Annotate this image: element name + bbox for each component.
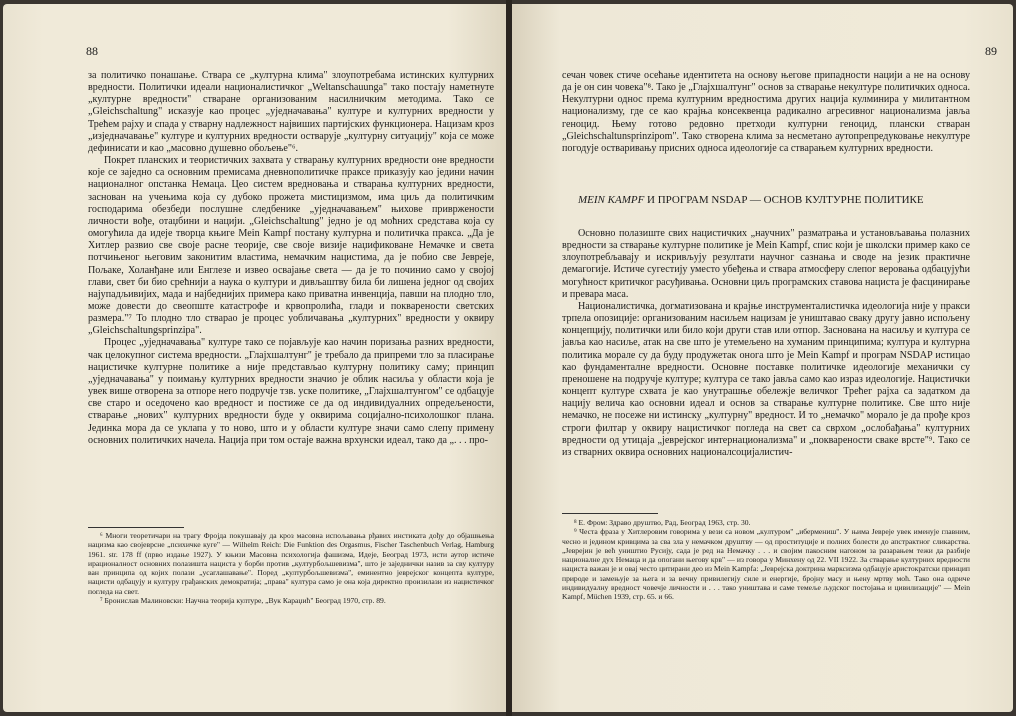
section-heading-italic: MEIN KAMPF: [578, 194, 645, 206]
section-heading-rest: И ПРОГРАМ NSDAP — ОСНОВ КУЛТУРНЕ ПОЛИТИКЕ: [644, 194, 924, 206]
right-intro-paragraph: сечан човек стиче осећање идентитета на основу његове припадности нацији а не на основу да је он син човека"⁸. Тако је „Глајхшалтунг" основ за стварање некултуре политичких односа. Некултурни однос према културним вредностима других нација кулминира у милитантном национализму, где се као крајња консеквенца радикално агресивног национализма јавља геноцид. Њему готово редовно претходи културни геноцид, плански стваран „Gleichschaltunsprinzipom". Тако створена клима за несметано аутопрепредуковање некултуре погодује оствaривању присних односа идеологије са стварањем културних вредности.: [562, 70, 970, 154]
left-paragraph: Процес „уједначавања" културе тако се појављује као начин поризања разних вредности, чак целокупног система вредности. „Глајхшалтунг" је требало да припреми тло за пласирање нацистичке културне политике а није представљао културну политику саму; принцип „уједначавања" у поимању културних вредности значио је облик насиља у области која је увек више отворена за отпоре него подручје тзв. уске политике, „Глајхшалтунгом" се одбацује све старо и оседочено као вредност и постиже се да од индивидуалних опредељености, стварање „нових" културних вредности буде у оквирима социјално-психолошког плана. Јединка мора да се уклапа у то ново, што и у области културе значи само слепу примену основних политичких начела. Нација при том остаје важна врхунски идеал, тако да „. . . про-: [88, 337, 494, 446]
book-gutter: [506, 0, 512, 716]
right-body: [562, 228, 970, 459]
right-paragraph: Националистичка, догматизована и крајње инструменталистичка идеологија није у пракси трпела опозиције: организованим насиљем нацизам је уништавао сваку другу јавно испољену концепцију, политички или било који други став или отпор. Заснована на насиљу и култура се јавља као насиље, атак на све што је утемељено на хуманим принципима; култура и културна политика морале су да буду продужетак онога што је Mein Kampf и програм NSDAP истицао као фундаменталне вредности. Основне поставке политичке идеологије механички су преношене на подручје културе; култура се тако јавља само као израз идеологије. Нацистички концепт културе схвата је као унутрашње обележје величког Трећег рајха са задатком да нацију велича као основни идеал и основ за стварање културне политике. Све што није немачко, не посеже ни истинску „културну" вредност. И то „немачко" морало је да прође кроз строги филтар у оквиру нацистичког погледа на свет са сврхом „ослобађања" културних вредности од утицаја „јеврејског интернационализма" и „покварености свакe врсте"⁹. Тако се из стварних оквира основних националсоцијалистич-: [562, 300, 970, 458]
left-page-number: 88: [86, 44, 98, 58]
left-paragraph: за политичко понашање. Ствара се „културна клима" злоупотребама истинских културних вредности. Политички идеали националистичког „Weltanschauunga" тако постају наметнуте „културне вредности" стваране организованим насилничким методима. Тако се „Gleichschaltung" исказује као процес „уједначавања" културе и културних вредности у Трећем рајху и спада у стварну надлежност највиших партијских функционера. Нацизам кроз „изједначавање" културе и културних вредности остварује „културну ситуацију" која се може дефинисати и као „масовно душевно обољење"⁶.: [88, 70, 494, 154]
left-paragraph: Покрет планских и теористичких захвата у стварању културних вредности оне вредности које се заједно са основним премисама дневнополитичке праксе приказују као једини начин националног опстанка Немаца. Цео систем вредновања и стварања културних вредности, заснован на учењима која су дубоко прожета мистицизмом, има циљ да политичким господарима обезбеди послушне следбенике „уједначавањем" њихове привржености личности вође, отаџбини и нацији. „Gleichschaltung" једно је од моћних средстава која су омогућила да идеје творца књиге Mein Kampf постану културна и политичка пракса. „Да је Хитлер развио све своје расне теорије, све своје визије наџификоване Немачке и света потчињеног његовим законитим властима, немачким нацистима, да је побио све Јевреје, Пољаке, Холанђане или Енглезе и извео освајање света — да је то починио само у својој глави, свет би био срећнији а наука о култури и дивљаштву била би лишена једног од својих најупадљивијих, мада и најбеднијих примера како приватна инвенција, павши на плодно тло, може довести до свеопште катастрофе и крвопролића, глади и покварености светских размера."⁷ То плодно тло стварао је процес уобличавања „културних" вредности у оквиру „Gleichschaltungsprinzipa".: [88, 155, 494, 337]
left-footnote-rule: [88, 527, 184, 528]
right-intro: [562, 70, 970, 155]
footnote-6: ⁶ Многи теоретичари на трагу Фројда покушавају да кроз масовна испољавања рђавих инстиката дођу до објашњења нацизма као својеврсне „психичке куге" — Wilhelm Reich: Die Funktion des Orgasmus, Fischer Taschenbuch Verlag, Hamburg 1961. str. 178 ff (прво издање 1927). У књизи Масовна психологија фашизма, Идеје, Београд 1973, исти аутор истиче ирационалност основних полазишта нациста у борби против „културбољшевизма", што је заједнички назив за сву културу ван принципа од којих полази „усаглашавање". Поред „културбољшевизма", еминентно јеврејског концепта културе, нацисти одбацују и културу грађанских демократија; „права" култура само је она која директно произилази из нацистичког погледа на свет.: [88, 531, 494, 596]
right-footnotes: [562, 518, 970, 602]
right-page-number: 89: [985, 44, 997, 58]
footnote-9: ⁹ Честа фраза у Хитлеровим говорима у вези са новом „културом" „ибермениш". У њима Јевреје увек именује главним, чесно и једином кривцима за сва зла у немачком друштву — од проституције и полних болести до апстрактног сликарства. „Јевреjин је већ уништио Русију, сада је ред на Немачку . . . и својим пакосним нагоном за разарањем тежи да разбије националне дух Немаца и да опогани његову крв" — из говора у Минхену од 22. VII 1922. За стварање културних вредности нациста важан је и овај често цитирани део из Mein Kampfa: „Јеврејска доктрина марксизма одбацује аристократски принцип природе и замењује за њега и за вечну привилегију силе и енергије, бројну масу и њену мртву моћ. Тако она одриче индивидуалну вредност човечје личности и . . . тако уништава и саме темеље људског постојања и цивилизације" — Mein Kampf, Müchen 1939, стр. 65. и 66.: [562, 527, 970, 602]
section-heading: [578, 194, 968, 207]
left-body: [88, 70, 494, 447]
right-paragraph: Основно полазиште свих нацистичких „научних" разматрања и установљавања полазних вредности за стварање културне политике је Mein Kampf, спис који је школски пример како се злоупотребљавају и искривљују резултати научног сазнања и своде на језик практичне демагогије. Истиче сугестију уместо убеђења и ствара атмосферу слепог веровања одбацујући могућност критичког расуђивања. Основни циљ програмских ставова нациста је фасцинирање и преварa маса.: [562, 228, 970, 300]
footnote-8: ⁸ Е. Фром: Здраво друштво, Рад, Београд 1963, стр. 30.: [574, 518, 751, 527]
left-footnotes: [88, 531, 494, 605]
right-footnote-rule: [562, 513, 658, 514]
footnote-7: ⁷ Бронислав Малиновски: Научна теорија културе, „Вук Караџић" Београд 1970, стр. 89.: [100, 596, 386, 606]
